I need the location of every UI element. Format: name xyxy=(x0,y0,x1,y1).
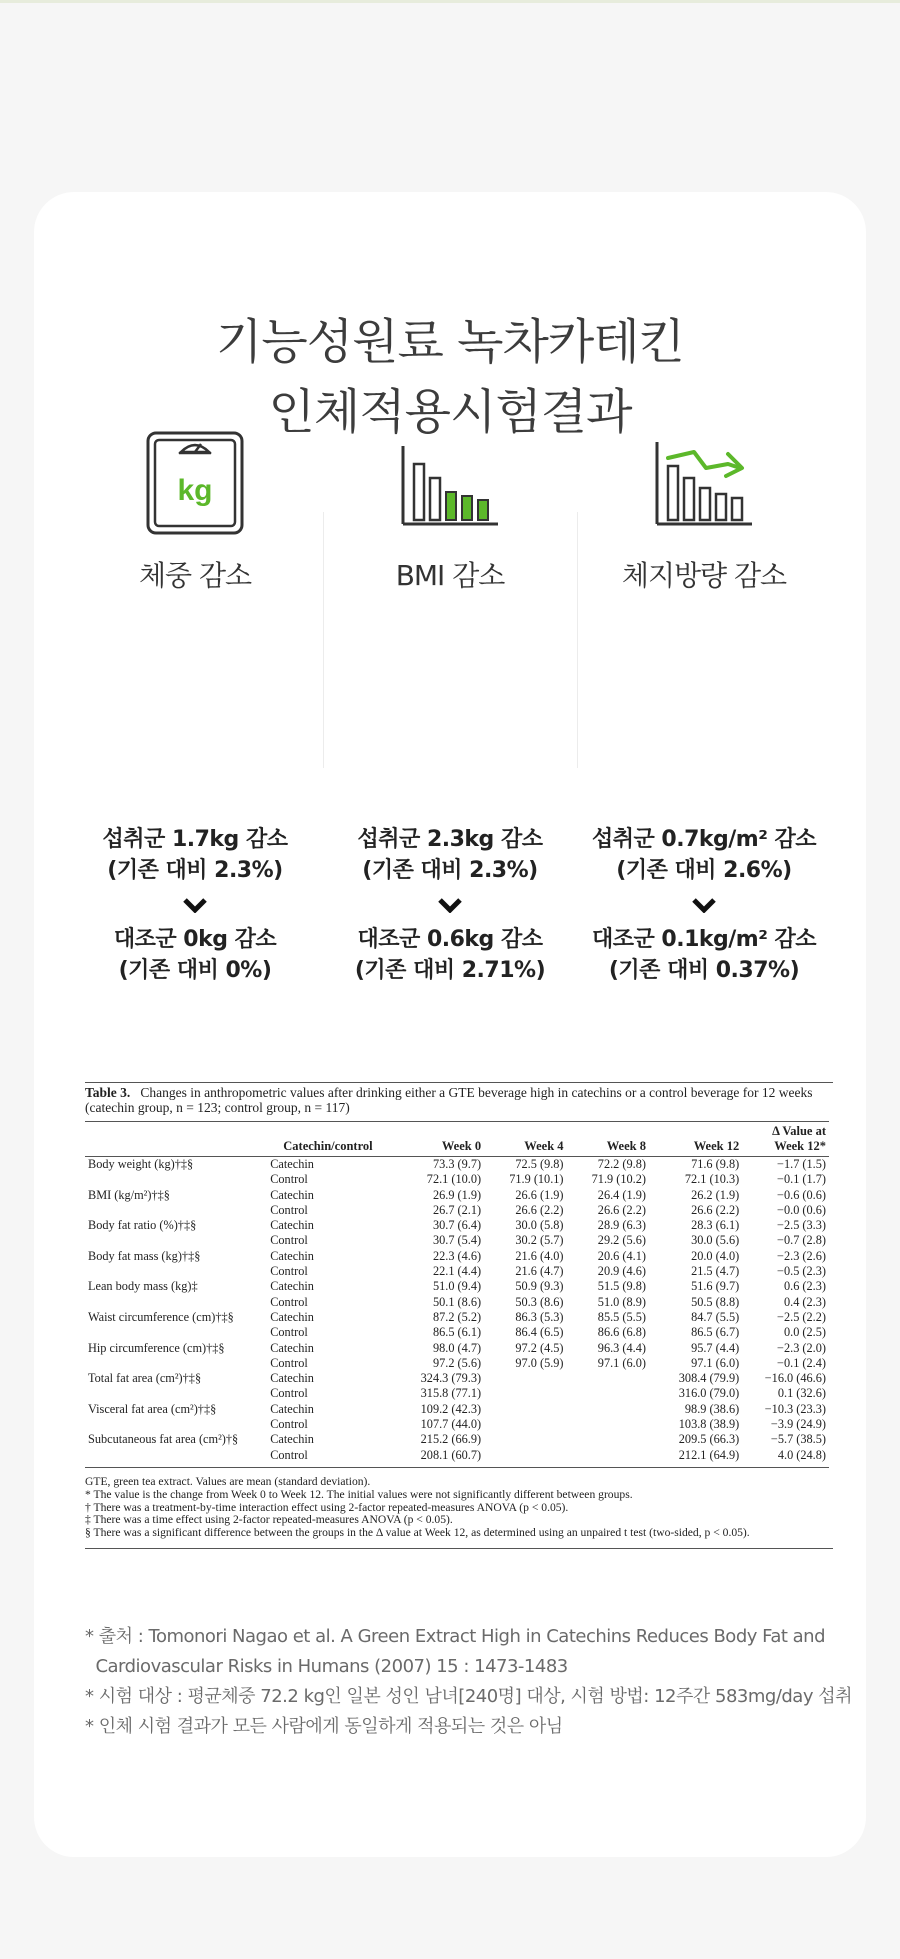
table-cell: Control xyxy=(270,1386,308,1401)
table-row xyxy=(85,1295,829,1310)
references xyxy=(85,1622,875,1742)
table-cell: 51.0 (9.4) xyxy=(432,1279,482,1294)
table-cell: 0.6 (2.3) xyxy=(783,1279,826,1294)
table-row xyxy=(85,1448,829,1468)
study-table-figure xyxy=(85,1082,833,1582)
table-cell: Control xyxy=(270,1417,308,1432)
table-note: § There was a significant difference between the groups in the Δ value at Week 12, as determined using an unpaired t test (two-sided, p < 0.05). xyxy=(85,1526,750,1540)
table-cell: Lean body mass (kg)‡ xyxy=(88,1279,198,1294)
table-cell: 86.5 (6.7) xyxy=(691,1325,740,1340)
table-cell: 22.1 (4.4) xyxy=(432,1264,482,1279)
table-row xyxy=(85,1310,829,1325)
table-cell: Control xyxy=(270,1294,308,1309)
table-caption xyxy=(85,1082,833,1121)
table-cell: −5.7 (38.5) xyxy=(770,1432,826,1447)
reference-line: * 출처 : Tomonori Nagao et al. A Green Extract High in Catechins Reduces Body Fat and xyxy=(85,1626,825,1647)
table-cell: 97.2 (5.6) xyxy=(432,1355,482,1370)
table-cell: Catechin xyxy=(270,1279,314,1294)
table-cell xyxy=(567,1448,649,1468)
table-caption-text: Changes in anthropometric values after drinking either a GTE beverage high in catechins or a control beverage for 12 weeks (catechin group, n = 123; control group, n = 117) xyxy=(85,1085,813,1115)
table-cell xyxy=(484,1417,566,1432)
treatment-percent: (기존 대비 2.3%) xyxy=(107,858,283,883)
table-cell xyxy=(567,1371,649,1386)
table-cell: 86.6 (6.8) xyxy=(597,1325,646,1340)
table-cell: 0.4 (2.3) xyxy=(783,1294,826,1309)
table-cell: −0.1 (2.4) xyxy=(777,1355,826,1370)
table-cell xyxy=(85,1356,267,1371)
table-cell: 20.0 (4.0) xyxy=(691,1248,740,1263)
table-cell: Hip circumference (cm)†‡§ xyxy=(88,1340,225,1355)
table-cell: 107.7 (44.0) xyxy=(420,1417,482,1432)
table-row xyxy=(85,1218,829,1233)
table-cell: Catechin xyxy=(270,1157,314,1171)
table-cell: Control xyxy=(267,1448,388,1468)
table-cell: 26.7 (2.1) xyxy=(432,1202,482,1217)
table-cell: −0.6 (0.6) xyxy=(777,1187,826,1202)
table-note: * The value is the change from Week 0 to Week 12. The initial values were not significantly different between groups. xyxy=(85,1487,633,1501)
table-header-cell xyxy=(85,1122,267,1157)
table-cell: Catechin xyxy=(270,1340,314,1355)
table-cell: 29.2 (5.6) xyxy=(597,1233,646,1248)
table-cell: 71.6 (9.8) xyxy=(691,1157,740,1171)
table-cell: −2.5 (3.3) xyxy=(777,1218,826,1233)
table-cell xyxy=(85,1233,267,1248)
table-cell: 21.6 (4.0) xyxy=(515,1248,564,1263)
table-cell xyxy=(85,1417,267,1432)
table-header-cell: Catechin/control xyxy=(267,1122,388,1157)
table-cell: 4.0 (24.8) xyxy=(742,1448,829,1468)
table-cell xyxy=(85,1448,267,1468)
table-cell: 51.0 (8.9) xyxy=(597,1294,646,1309)
chevron-down-icon xyxy=(68,886,322,924)
table-cell: 212.1 (64.9) xyxy=(649,1448,742,1468)
table-row xyxy=(85,1249,829,1264)
table-cell: 316.0 (79.0) xyxy=(678,1386,740,1401)
table-row xyxy=(85,1356,829,1371)
table-cell: 73.3 (9.7) xyxy=(432,1157,482,1171)
table-cell: 97.1 (6.0) xyxy=(597,1355,646,1370)
table-cell: 26.6 (2.2) xyxy=(597,1202,646,1217)
table-row xyxy=(85,1264,829,1279)
table-cell: 72.1 (10.3) xyxy=(684,1172,740,1187)
table-cell: 208.1 (60.7) xyxy=(389,1448,484,1468)
table-cell: Body weight (kg)†‡§ xyxy=(88,1157,194,1171)
table-cell xyxy=(85,1203,267,1218)
table-cell: 86.3 (5.3) xyxy=(515,1309,564,1324)
table-cell: 315.8 (77.1) xyxy=(420,1386,482,1401)
table-cell: −2.3 (2.0) xyxy=(777,1340,826,1355)
table-cell: 26.6 (2.2) xyxy=(515,1202,564,1217)
control-percent: (기존 대비 2.71%) xyxy=(354,958,546,983)
table-row xyxy=(85,1279,829,1294)
control-result: 대조군 0.1kg/m² 감소 xyxy=(591,927,817,952)
table-cell: −1.7 (1.5) xyxy=(777,1157,826,1171)
bar-chart-icon xyxy=(400,428,500,538)
title-line-1: 기능성원료 녹차카테킨 xyxy=(216,314,684,370)
table-cell xyxy=(567,1417,649,1432)
chevron-down-icon xyxy=(577,886,831,924)
kg-label: kg xyxy=(177,474,213,507)
table-header-cell: Week 4 xyxy=(484,1122,566,1157)
table-cell: 72.5 (9.8) xyxy=(515,1157,564,1171)
table-row xyxy=(85,1157,829,1173)
column-divider xyxy=(323,512,324,768)
table-cell: −0.0 (0.6) xyxy=(777,1202,826,1217)
table-row xyxy=(85,1386,829,1401)
table-row xyxy=(85,1402,829,1417)
table-cell: Catechin xyxy=(270,1187,314,1202)
table-cell xyxy=(484,1402,566,1417)
stat-label: 체지방량 감소 xyxy=(621,559,787,592)
top-accent-line xyxy=(0,0,900,3)
table-cell: 20.6 (4.1) xyxy=(597,1248,646,1263)
table-cell: −2.3 (2.6) xyxy=(777,1248,826,1263)
table-cell: Control xyxy=(270,1355,308,1370)
table-cell: 103.8 (38.9) xyxy=(678,1417,740,1432)
table-cell xyxy=(567,1402,649,1417)
table-cell: 72.1 (10.0) xyxy=(426,1172,482,1187)
table-row xyxy=(85,1417,829,1432)
table-cell: −0.1 (1.7) xyxy=(777,1172,826,1187)
table-cell: 26.6 (1.9) xyxy=(515,1187,564,1202)
table-cell: Body fat mass (kg)†‡§ xyxy=(88,1248,201,1263)
table-cell: 86.4 (6.5) xyxy=(515,1325,564,1340)
table-cell: 72.2 (9.8) xyxy=(597,1157,646,1171)
table-cell: 30.0 (5.6) xyxy=(691,1233,740,1248)
table-cell: 30.7 (6.4) xyxy=(432,1218,482,1233)
table-cell: Body fat ratio (%)†‡§ xyxy=(88,1218,197,1233)
table-header-cell: Week 12 xyxy=(649,1122,742,1157)
title-line-2: 인체적용시험결과 xyxy=(268,384,632,440)
table-cell: −3.9 (24.9) xyxy=(770,1417,826,1432)
table-cell: 97.2 (4.5) xyxy=(515,1340,564,1355)
table-notes xyxy=(85,1476,833,1549)
table-header-row xyxy=(85,1122,829,1157)
table-cell: Catechin xyxy=(270,1432,314,1447)
table-cell: Catechin xyxy=(270,1248,314,1263)
table-cell: 26.4 (1.9) xyxy=(597,1187,646,1202)
table-row xyxy=(85,1341,829,1356)
table-cell: 324.3 (79.3) xyxy=(420,1371,482,1386)
table-cell: Control xyxy=(270,1325,308,1340)
table-cell: 85.5 (5.5) xyxy=(597,1309,646,1324)
table-header-cell: Week 8 xyxy=(567,1122,649,1157)
table-header-cell: Week 0 xyxy=(389,1122,484,1157)
table-cell xyxy=(85,1172,267,1187)
table-row xyxy=(85,1203,829,1218)
table-cell: 0.1 (32.6) xyxy=(777,1386,826,1401)
table-cell xyxy=(567,1386,649,1401)
reference-line: Cardiovascular Risks in Humans (2007) 15 : 1473-1483 xyxy=(85,1656,568,1677)
data-table xyxy=(85,1121,829,1468)
table-row xyxy=(85,1432,829,1447)
reference-line: * 인체 시험 결과가 모든 사람에게 동일하게 적용되는 것은 아님 xyxy=(85,1716,563,1737)
table-cell: 84.7 (5.5) xyxy=(691,1309,740,1324)
table-cell: 98.9 (38.6) xyxy=(684,1401,740,1416)
table-cell: 21.5 (4.7) xyxy=(691,1264,740,1279)
result-bmi xyxy=(323,824,577,986)
result-body-fat xyxy=(577,824,831,986)
table-cell: Visceral fat area (cm²)†‡§ xyxy=(88,1401,217,1416)
table-cell: 30.2 (5.7) xyxy=(515,1233,564,1248)
scale-icon xyxy=(145,428,245,538)
table-cell: 209.5 (66.3) xyxy=(678,1432,740,1447)
table-row xyxy=(85,1172,829,1187)
table-cell: −10.3 (23.3) xyxy=(764,1401,826,1416)
table-cell: 96.3 (4.4) xyxy=(597,1340,646,1355)
table-cell: Catechin xyxy=(270,1309,314,1324)
declining-chart-icon xyxy=(654,428,754,538)
table-cell: 95.7 (4.4) xyxy=(691,1340,740,1355)
table-row xyxy=(85,1371,829,1386)
table-cell xyxy=(484,1448,566,1468)
result-weight xyxy=(68,824,322,986)
treatment-result: 섭취군 1.7kg 감소 xyxy=(102,827,288,852)
table-cell xyxy=(484,1371,566,1386)
table-cell: Control xyxy=(270,1172,308,1187)
control-percent: (기존 대비 0.37%) xyxy=(608,958,800,983)
treatment-percent: (기존 대비 2.3%) xyxy=(362,858,538,883)
table-cell: 71.9 (10.2) xyxy=(591,1172,646,1187)
stat-label: 체중 감소 xyxy=(138,559,252,592)
reference-line: * 시험 대상 : 평균체중 72.2 kg인 일본 성인 남녀[240명] 대상, 시험 방법: 12주간 583mg/day 섭취 xyxy=(85,1686,852,1707)
table-cell: −16.0 (46.6) xyxy=(764,1371,826,1386)
table-cell: 22.3 (4.6) xyxy=(432,1248,482,1263)
table-cell: 109.2 (42.3) xyxy=(420,1401,482,1416)
table-cell: −0.7 (2.8) xyxy=(777,1233,826,1248)
table-row xyxy=(85,1233,829,1248)
table-cell: 30.0 (5.8) xyxy=(515,1218,564,1233)
table-cell: Catechin xyxy=(270,1401,314,1416)
table-cell: 50.3 (8.6) xyxy=(515,1294,564,1309)
table-cell: 20.9 (4.6) xyxy=(597,1264,646,1279)
content-card xyxy=(34,192,866,1857)
table-cell xyxy=(484,1386,566,1401)
table-cell: Catechin xyxy=(270,1218,314,1233)
table-cell xyxy=(85,1386,267,1401)
page-title xyxy=(34,307,866,447)
table-cell: −0.5 (2.3) xyxy=(777,1264,826,1279)
table-cell: BMI (kg/m²)†‡§ xyxy=(88,1187,170,1202)
table-cell: −2.5 (2.2) xyxy=(777,1309,826,1324)
treatment-result: 섭취군 0.7kg/m² 감소 xyxy=(591,827,817,852)
table-cell: 50.9 (9.3) xyxy=(515,1279,564,1294)
table-header-cell: Δ Value at Week 12* xyxy=(742,1122,829,1157)
table-cell: 50.5 (8.8) xyxy=(691,1294,740,1309)
chevron-down-icon xyxy=(323,886,577,924)
treatment-percent: (기존 대비 2.6%) xyxy=(616,858,792,883)
table-cell xyxy=(85,1264,267,1279)
table-cell: Control xyxy=(270,1233,308,1248)
table-cell: 26.6 (2.2) xyxy=(691,1202,740,1217)
table-cell: Control xyxy=(270,1202,308,1217)
table-note: † There was a treatment-by-time interaction effect using 2-factor repeated-measures ANOVA (p < 0.05). xyxy=(85,1500,569,1514)
control-result: 대조군 0.6kg 감소 xyxy=(357,927,543,952)
table-cell: Total fat area (cm²)†‡§ xyxy=(88,1371,202,1386)
table-cell xyxy=(567,1432,649,1447)
control-result: 대조군 0kg 감소 xyxy=(113,927,277,952)
table-cell: 30.7 (5.4) xyxy=(432,1233,482,1248)
table-row xyxy=(85,1188,829,1203)
table-cell: 21.6 (4.7) xyxy=(515,1264,564,1279)
table-cell: 97.1 (6.0) xyxy=(691,1355,740,1370)
table-cell xyxy=(85,1295,267,1310)
table-cell: 51.6 (9.7) xyxy=(691,1279,740,1294)
table-cell: 28.3 (6.1) xyxy=(691,1218,740,1233)
table-cell: 308.4 (79.9) xyxy=(678,1371,740,1386)
table-cell xyxy=(85,1325,267,1340)
table-caption-label: Table 3. xyxy=(85,1085,131,1100)
table-cell: Catechin xyxy=(270,1371,314,1386)
table-cell: 215.2 (66.9) xyxy=(420,1432,482,1447)
table-cell xyxy=(484,1432,566,1447)
table-note: GTE, green tea extract. Values are mean (standard deviation). xyxy=(85,1474,371,1488)
table-cell: Control xyxy=(270,1264,308,1279)
table-cell: 26.2 (1.9) xyxy=(691,1187,740,1202)
table-cell: Subcutaneous fat area (cm²)†§ xyxy=(88,1432,239,1447)
control-percent: (기존 대비 0%) xyxy=(118,958,272,983)
table-note: ‡ There was a time effect using 2-factor repeated-measures ANOVA (p < 0.05). xyxy=(85,1513,453,1527)
table-cell: 50.1 (8.6) xyxy=(432,1294,482,1309)
table-cell: 28.9 (6.3) xyxy=(597,1218,646,1233)
table-cell: 0.0 (2.5) xyxy=(783,1325,826,1340)
table-row xyxy=(85,1325,829,1340)
table-cell: 97.0 (5.9) xyxy=(515,1355,564,1370)
stat-label: BMI 감소 xyxy=(395,559,505,592)
table-cell: 86.5 (6.1) xyxy=(432,1325,482,1340)
column-divider xyxy=(577,512,578,768)
treatment-result: 섭취군 2.3kg 감소 xyxy=(357,827,543,852)
table-cell: 71.9 (10.1) xyxy=(509,1172,564,1187)
table-cell: Waist circumference (cm)†‡§ xyxy=(88,1309,234,1324)
table-cell: 26.9 (1.9) xyxy=(432,1187,482,1202)
table-cell: 98.0 (4.7) xyxy=(432,1340,482,1355)
table-cell: 51.5 (9.8) xyxy=(597,1279,646,1294)
table-cell: 87.2 (5.2) xyxy=(432,1309,482,1324)
